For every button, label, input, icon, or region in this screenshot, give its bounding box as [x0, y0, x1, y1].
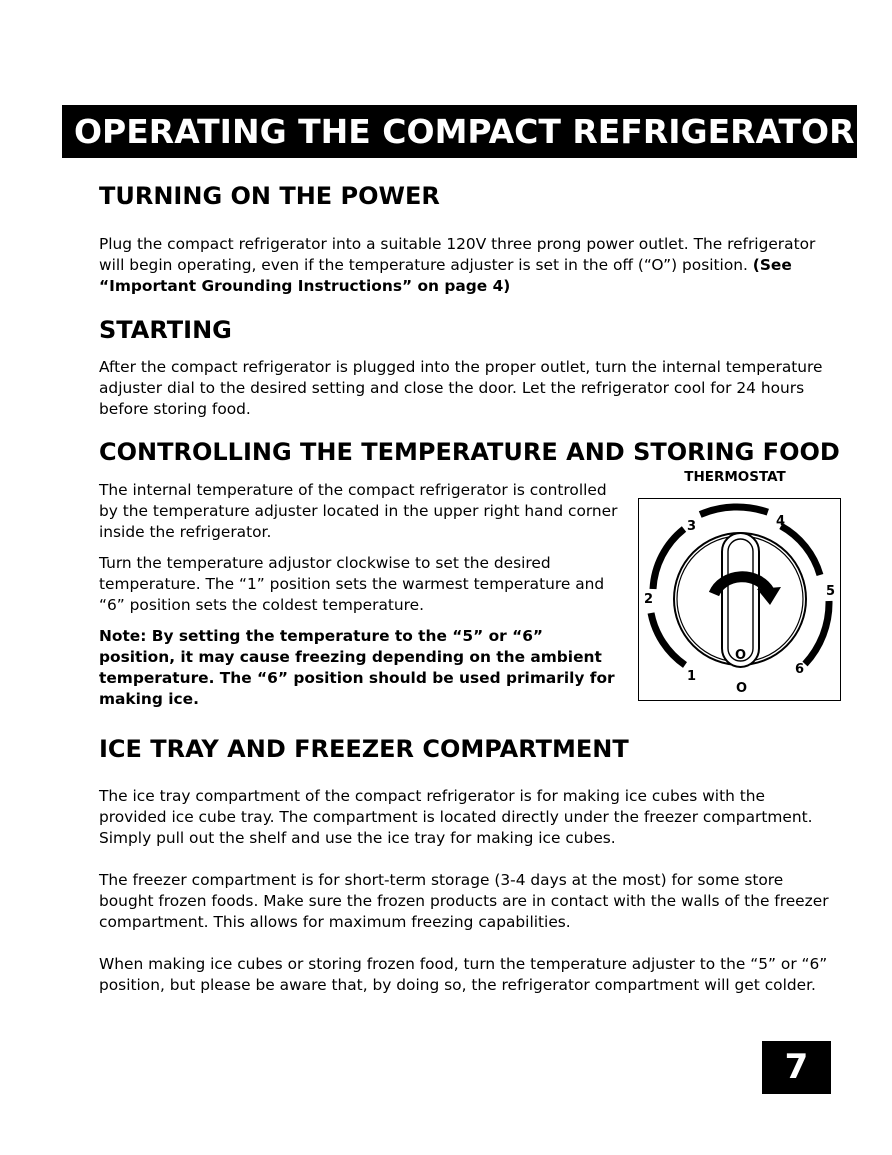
power-paragraph: [99, 234, 829, 297]
heading-turning-on-power: TURNING ON THE POWER: [99, 182, 440, 210]
heading-controlling-temperature: CONTROLLING THE TEMPERATURE AND STORING FOOD: [99, 438, 840, 466]
page-title-banner: OPERATING THE COMPACT REFRIGERATOR: [62, 105, 857, 158]
ice-paragraph-3: When making ice cubes or storing frozen food, turn the temperature adjuster to the “5” or “6” position, but please be aware that, by doing so, the refrigerator compartment will get colder.: [99, 955, 828, 994]
dial-arc-top: [700, 507, 768, 514]
controlling-paragraph-1: The internal temperature of the compact refrigerator is controlled by the temperature adjuster located in the upper right hand corner inside the refrigerator.: [99, 481, 618, 541]
controlling-paragraph-2: Turn the temperature adjustor clockwise to set the desired temperature. The “1” position sets the warmest temperature and “6” position sets the coldest temperature.: [99, 554, 605, 614]
thermostat-figure: [638, 498, 841, 701]
dial-label-1: 1: [687, 669, 697, 684]
dial-arc-lower-right: [805, 601, 829, 664]
controlling-note: Note: By setting the temperature to the “5” or “6” position, it may cause freezing depending on the ambient temperature. The “6” position should be used primarily for making ice.: [99, 627, 615, 708]
dial-label-2: 2: [644, 592, 654, 607]
dial-label-6: 6: [795, 662, 805, 677]
dial-label-5: 5: [826, 584, 836, 599]
dial-label-off-inner: O: [735, 648, 747, 663]
heading-ice-tray-freezer: ICE TRAY AND FREEZER COMPARTMENT: [99, 735, 629, 763]
power-text: Plug the compact refrigerator into a suitable 120V three prong power outlet. The refrigerator will begin operating, even if the temperature adjuster is set in the off (“O”) position.: [99, 235, 816, 274]
page-number: 7: [762, 1041, 831, 1094]
dial-label-3: 3: [687, 519, 697, 534]
ice-paragraph-2: The freezer compartment is for short-term storage (3-4 days at the most) for some store bought frozen foods. Make sure the frozen products are in contact with the walls of the freezer compartment. This allows for maximum freezing capabilities.: [99, 871, 829, 931]
thermostat-label: THERMOSTAT: [684, 469, 786, 485]
thermostat-dial-svg: [639, 499, 840, 700]
heading-starting: STARTING: [99, 316, 232, 344]
power-bold-reference: (See “Important Grounding Instructions” on page 4): [99, 256, 792, 295]
dial-label-4: 4: [776, 514, 786, 529]
starting-paragraph: After the compact refrigerator is plugged into the proper outlet, turn the internal temperature adjuster dial to the desired setting and close the door. Let the refrigerator cool for 24 hours before storing food.: [99, 358, 823, 418]
dial-label-off-outer: O: [736, 681, 748, 696]
ice-paragraph-1: The ice tray compartment of the compact refrigerator is for making ice cubes with the provided ice cube tray. The compartment is located directly under the freezer compartment. Simply pull out the shelf and use the ice tray for making ice cubes.: [99, 787, 813, 847]
